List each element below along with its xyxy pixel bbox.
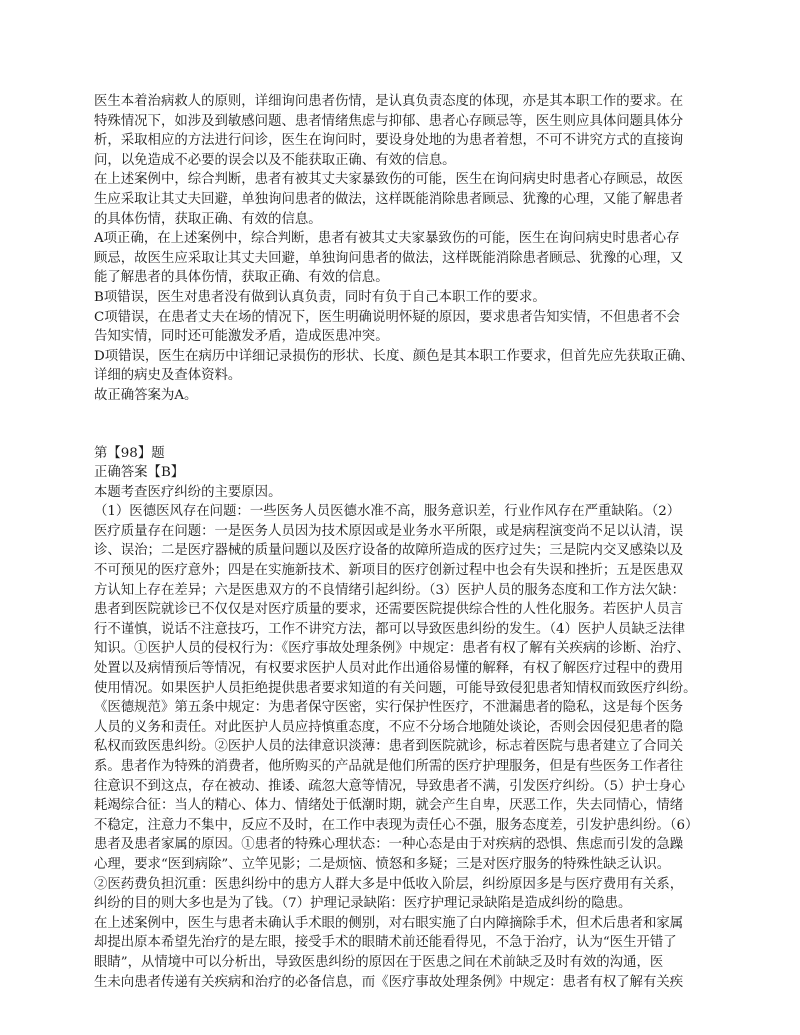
document-page	[94, 92, 712, 992]
text-line: D项错误，医生在病历中详细记录损伤的形状、长度、颜色是其本职工作要求，但首先应先获取正确、	[94, 348, 694, 364]
text-line: 医生本着治病救人的原则，详细询问患者伤情，是认真负责态度的体现，亦是其本职工作的要求。在	[94, 94, 684, 109]
text-line: 析，采取相应的方法进行问诊，医生在询问时，要设身处地的为患者着想，不可不讲究方式的直接询	[94, 133, 684, 149]
text-line: A项正确，在上述案例中，综合判断，患者有被其丈夫家暴致伤的可能，医生在询问病史时患者心存	[94, 231, 680, 247]
text-line: 的具体伤情，获取正确、有效的信息。	[94, 211, 322, 227]
text-line: 心理，要求“医到病除”、立竿见影；二是烦恼、愤怒和多疑；三是对医疗服务的特殊性缺乏认识。	[94, 856, 671, 872]
text-line: 生未向患者传递有关疾病和治疗的必备信息，而《医疗事故处理条例》中规定：患者有权了解有关疾	[94, 974, 684, 990]
text-line: 患者及患者家属的原因。①患者的特殊心理状态：一种心态是由于对疾病的恐惧、焦虑而引发的急躁	[94, 837, 684, 853]
text-line: 不稳定，注意力不集中，反应不及时，在工作中表现为责任心不强，服务态度差，引发护患纠纷。（6）	[94, 817, 699, 833]
text-line: 私权而致医患纠纷。②医护人员的法律意识淡薄：患者到医院就诊，标志着医院与患者建立了合同关	[94, 739, 684, 755]
text-line: ②医药费负担沉重：医患纠纷中的患方人群大多是中低收入阶层，纠纷原因多是与医疗费用有关系，	[94, 876, 684, 892]
text-line: C项错误，在患者丈夫在场的情况下，医生明确说明怀疑的原因，要求患者告知实情，不但患者不会	[94, 309, 681, 325]
text-line: 知识。①医护人员的侵权行为：《医疗事故处理条例》中规定：患者有权了解有关疾病的诊断、治疗、	[94, 641, 690, 657]
text-line: 系。患者作为特殊的消费者，他所购买的产品就是他们所需的医疗护理服务，但是有些医务工作者往	[94, 759, 684, 774]
text-line: 使用情况。如果医护人员拒绝提供患者要求知道的有关问题，可能导致侵犯患者知情权而致医疗纠纷。	[94, 680, 697, 696]
text-line: 却提出原本希望先治疗的是左眼，接受手术的眼睛术前还能看得见，不急于治疗，认为“医生开错了	[94, 935, 677, 951]
text-line: 纠纷的目的则大多也是为了钱。（7）护理记录缺陷：医疗护理记录缺陷是造成纠纷的隐患。	[94, 896, 632, 912]
text-line: 处置以及病情预后等情况，有权要求医护人员对此作出通俗易懂的解释，有权了解医疗过程中的费用	[94, 661, 684, 677]
explanation-block-98	[94, 483, 712, 992]
text-line: 故正确答案为A。	[94, 387, 198, 403]
text-line: 在上述案例中，综合判断，患者有被其丈夫家暴致伤的可能，医生在询问病史时患者心存顾忌，故医	[94, 172, 684, 188]
text-line: （1）医德医风存在问题：一些医务人员医德水准不高，服务意识差，行业作风存在严重缺陷。（2）	[94, 504, 681, 520]
text-line: 在上述案例中，医生与患者未确认手术眼的侧别，对右眼实施了白内障摘除手术，但术后患者和家属	[94, 915, 684, 931]
text-line: 人员的义务和责任。对此医护人员应持慎重态度，不应不分场合地随处谈论，否则会因侵犯患者的隐	[94, 719, 684, 735]
text-line: 《医德规范》第五条中规定：为患者保守医密，实行保护性医疗，不泄漏患者的隐私，这是每个医务	[94, 700, 684, 716]
section-gap	[94, 406, 712, 444]
text-line: 问，以免造成不必要的误会以及不能获取正确、有效的信息。	[94, 152, 456, 168]
text-line: 能了解患者的具体伤情，获取正确、有效的信息。	[94, 270, 389, 286]
text-line: B项错误，医生对患者没有做到认真负责，同时有负于自己本职工作的要求。	[94, 289, 546, 305]
question-number: 第【98】题	[94, 445, 165, 461]
text-line: 眼睛”，从情境中可以分析出，导致医患纠纷的原因在于医患之间在术前缺乏及时有效的沟通，医	[94, 954, 664, 970]
text-line: 医疗质量存在问题：一是医务人员因为技术原因或是业务水平所限，或是病程演变尚不足以认清，误	[94, 523, 684, 539]
text-line: 详细的病史及查体资料。	[94, 368, 242, 384]
text-line: 生应采取让其丈夫回避，单独询问患者的做法，这样既能消除患者顾忌、犹豫的心理，又能了解患者	[94, 191, 684, 207]
text-line: 本题考查医疗纠纷的主要原因。	[94, 484, 282, 500]
text-line: 患者到医院就诊已不仅仅是对医疗质量的要求，还需要医院提供综合性的人性化服务。若医护人员言	[94, 602, 684, 618]
text-line: 方认知上存在差异；六是医患双方的不良情绪引起纠纷。（3）医护人员的服务态度和工作方法欠缺：	[94, 582, 686, 598]
text-line: 不可预见的医疗意外；四是在实施新技术、新项目的医疗创新过程中也会有失误和挫折；五是医患双	[94, 563, 684, 579]
text-line: 行不谨慎，说话不注意技巧，工作不讲究方法，都可以导致医患纠纷的发生。（4）医护人员缺乏法律	[94, 621, 686, 637]
text-line: 告知实情，同时还可能激发矛盾，造成医患冲突。	[94, 329, 389, 345]
text-line: 往意识不到这点，存在被动、推诿、疏忽大意等情况，导致患者不满，引发医疗纠纷。（5）护士身心	[94, 778, 686, 794]
text-line: 特殊情况下，如涉及到敏感问题、患者情绪焦虑与抑郁、患者心存顾忌等，医生则应具体问题具体分	[94, 113, 684, 129]
text-line: 顾忌，故医生应采取让其丈夫回避，单独询问患者的做法，这样既能消除患者顾忌、犹豫的心理，又	[94, 250, 684, 266]
text-line: 耗竭综合征：当人的精心、体力、情绪处于低潮时期，就会产生自卑，厌恶工作，失去同情心，情绪	[94, 798, 684, 814]
correct-answer: 正确答案【B】	[94, 465, 185, 481]
text-line: 诊、误治；二是医疗器械的质量问题以及医疗设备的故障所造成的医疗过失；三是院内交叉感染以及	[94, 543, 684, 559]
explanation-block-97	[94, 92, 712, 406]
